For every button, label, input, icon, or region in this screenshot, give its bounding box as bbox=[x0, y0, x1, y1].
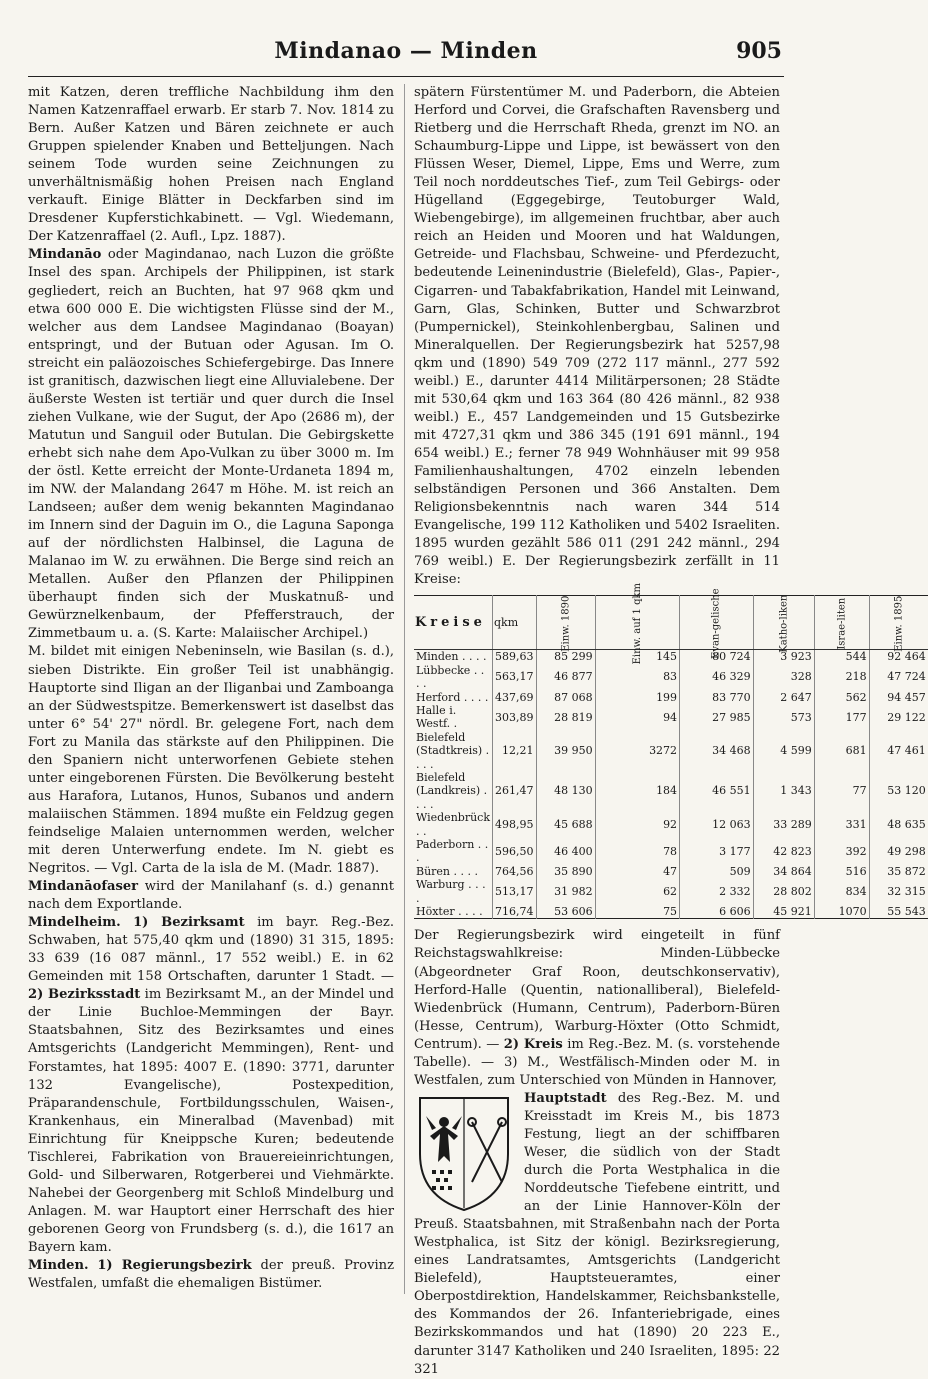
table-cell: 513,17 bbox=[493, 878, 537, 905]
table-cell: 48 130 bbox=[536, 771, 595, 811]
entry-kreis-text: im Reg.-Bez. M. (s. vorstehende Tabelle). — 3) M., Westfälisch-Minden oder M. in Westfalen, zum Unterschied von Münden in Hannover, bbox=[414, 1036, 780, 1088]
table-cell: 2 332 bbox=[680, 878, 754, 905]
table-row bbox=[414, 878, 928, 905]
table-cell: 27 985 bbox=[680, 704, 754, 731]
table-header-label: Einw. auf 1 qkm bbox=[631, 582, 643, 665]
running-title: Mindanao — Minden bbox=[274, 38, 538, 64]
table-cell: 47 724 bbox=[869, 664, 928, 691]
table-cell-kreis-name: Wiedenbrück . . bbox=[416, 811, 490, 838]
entry-mindelheim-stadt: im Bezirksamt M., an der Mindel und der Linie Buchloe-Memmingen der Bayr. Staatsbahnen, Sitz des Bezirksamtes und eines Amtsgerichts (Landgericht Memmingen), Rent- und Forstamtes, hat 1895: 4007 E. (1890: 3771, darunter 132 Evangelische), Postexpedition, Präparandenschule, Fortbildungsschulen, Waisen-, Krankenhaus, ein Mineralbad (Mavenbad) mit Einrichtung für Kneippsche Kuren; bedeutende Tischlerei, Fabrikation von Brauereieinrichtungen, Gold- und Silberwaren, Rotgerberei und Viehmärkte. Nahebei der Georgenberg mit Schloß Mindelburg und Anlagen. M. war Hauptort einer Herrschaft des hier geborenen Georg von Frundsberg (s. d.), die 1617 an Bayern kam. bbox=[28, 987, 394, 1255]
table-header-kreise: Kreise bbox=[414, 596, 493, 650]
entry-hauptstadt-text: des Reg.-Bez. M. und Kreisstadt im Kreis M., bis 1873 Festung, liegt an der schiffbaren Weser, die südlich von der Stadt durch die Porta Westphalica in die Norddeutsche Tiefebene eintritt, und an der Linie Hannover-Köln der Preuß. Staatsbahnen, mit Straßenbahn nach der Porta Westphalica, ist Sitz der königl. Bezirksregierung, eines Landratsamtes, Amtsgerichts (Landgericht Bielefeld), Hauptsteueramtes, einer Oberpostdirektion, Handelskammer, Reichsbankstelle, des Kommandos der 26. Infanteriebrigade, eines Bezirkskommandos und hat (1890) 20 223 E., darunter 3147 Katholiken und 240 Israeliten, 1895: 22 321 bbox=[414, 1090, 780, 1377]
table-cell: 49 298 bbox=[869, 838, 928, 865]
table-cell: 47 461 bbox=[869, 731, 928, 771]
table-cell: 303,89 bbox=[493, 704, 537, 731]
table-cell: 3 923 bbox=[753, 650, 814, 664]
headword-mindelheim: Mindelheim. bbox=[28, 915, 121, 931]
table-cell-kreis-name: Paderborn . . . bbox=[416, 838, 489, 865]
table-cell: 498,95 bbox=[493, 811, 537, 838]
table-cell: 92 bbox=[595, 811, 679, 838]
table-cell: 75 bbox=[595, 905, 679, 919]
page-header bbox=[30, 38, 782, 72]
table-header-qkm bbox=[493, 596, 537, 650]
entry-mindanao bbox=[28, 246, 394, 643]
table-cell: 55 543 bbox=[869, 905, 928, 919]
table-cell: 1070 bbox=[814, 905, 869, 919]
table-cell-kreis-name: Bielefeld (Landkreis) . . . . bbox=[416, 770, 488, 811]
table-cell: 4 599 bbox=[753, 731, 814, 771]
table-cell: 35 872 bbox=[869, 865, 928, 878]
table-cell: 78 bbox=[595, 838, 679, 865]
entry-mindanaofaser bbox=[28, 878, 394, 914]
table-cell: 184 bbox=[595, 771, 679, 811]
table-cell: 6 606 bbox=[680, 905, 754, 919]
table-cell: 261,47 bbox=[493, 771, 537, 811]
table-cell-kreis-name: Herford . . . . bbox=[416, 690, 489, 704]
table-cell: 716,74 bbox=[493, 905, 537, 919]
headword-mindanaofaser: Mindanāofaser bbox=[28, 879, 139, 895]
table-header-label: qkm bbox=[494, 616, 519, 630]
table-cell: 218 bbox=[814, 664, 869, 691]
table-row bbox=[414, 691, 928, 704]
table-cell-kreis-name: Minden . . . . bbox=[416, 650, 487, 664]
table-cell: 34 864 bbox=[753, 865, 814, 878]
table-cell: 331 bbox=[814, 811, 869, 838]
entry-mindelheim-bezirksamt: im bayr. Reg.-Bez. Schwaben, hat 575,40 qkm und (1890) 31 315, 1895: 33 639 (16 087 männl., 17 552 weibl.) E. in 62 Gemeinden mit 158 Ortschaften, darunter 1 Stadt. — bbox=[28, 915, 394, 985]
table-cell: 12,21 bbox=[493, 731, 537, 771]
table-header-einw-1895 bbox=[869, 596, 928, 650]
table-header-label: Einw. 1895 bbox=[892, 595, 904, 652]
table-header-katholiken bbox=[753, 594, 814, 653]
table-cell: 94 bbox=[595, 704, 679, 731]
table-row bbox=[414, 704, 928, 731]
table-cell: 53 120 bbox=[869, 771, 928, 811]
table-header-israeliten bbox=[814, 596, 869, 650]
table-cell: 544 bbox=[814, 650, 869, 664]
table-cell: 53 606 bbox=[536, 905, 595, 919]
header-rule bbox=[28, 76, 784, 77]
table-row bbox=[414, 731, 928, 771]
table-row bbox=[414, 811, 928, 838]
subhead-bezirksamt: 1) Bezirksamt bbox=[133, 915, 245, 931]
table-cell: 46 877 bbox=[536, 664, 595, 691]
hauptstadt-section bbox=[414, 1090, 780, 1379]
table-row bbox=[414, 905, 928, 919]
entry-minden-text: der preuß. Provinz Westfalen, umfaßt die ehemaligen Bistümer. bbox=[28, 1258, 394, 1292]
subhead-regierungsbezirk: 1) Regierungsbezirk bbox=[97, 1258, 252, 1274]
table-cell: 596,50 bbox=[493, 838, 537, 865]
table-header-row bbox=[414, 596, 928, 650]
entry-minden-wahlkreise bbox=[414, 927, 780, 1089]
table-cell: 77 bbox=[814, 771, 869, 811]
table-cell: 563,17 bbox=[493, 664, 537, 691]
subhead-kreis: 2) Kreis bbox=[503, 1036, 563, 1052]
table-cell: 62 bbox=[595, 878, 679, 905]
table-cell: 80 724 bbox=[680, 650, 754, 664]
table-cell: 39 950 bbox=[536, 731, 595, 771]
table-cell: 46 551 bbox=[680, 771, 754, 811]
table-cell: 29 122 bbox=[869, 704, 928, 731]
table-cell: 562 bbox=[814, 691, 869, 704]
table-row bbox=[414, 838, 928, 865]
table-cell: 83 770 bbox=[680, 691, 754, 704]
entry-mindanao-districts: M. bildet mit einigen Nebeninseln, wie Basilan (s. d.), sieben Distrikte. Ein großer Teil ist unabhängig. Hauptorte sind Iligan an der Iliganbai und Zamboanga an der Südwestspitze. Bemerkenswert ist daselbst das unter 6° 54' 27" nördl. Br. gelegene Fort, nach dem Fort zu Manila das stärkste auf den Philippinen. Die den Spaniern nicht unterworfenen Gebiete stehen unter eingeborenen Fürsten. Die Bevölkerung besteht aus Harafora, Lutanos, Hunos, Subanos und andern malaiischen Stämmen. 1894 mußte ein Feldzug gegen feindselige Malaien unternommen werden, welcher mit deren Unterwerfung endete. Im N. giebt es Negritos. — Vgl. Carta de la isla de M. (Madr. 1887). bbox=[28, 644, 394, 877]
entry-mindanaofaser-text: wird der Manilahanf (s. d.) genannt nach dem Exportlande. bbox=[28, 879, 394, 913]
table-cell: 328 bbox=[753, 664, 814, 691]
table-cell: 35 890 bbox=[536, 865, 595, 878]
table-cell-kreis-name: Höxter . . . . bbox=[416, 905, 483, 919]
entry-wahlkreise-text: Der Regierungsbezirk wird eingeteilt in fünf Reichstagswahlkreise: Minden-Lübbecke (Abgeordneter Graf Roon, deutschkonservativ), Herford-Halle (Quentin, nationalliberal), Bielefeld-Wiedenbrück (Humann, Centrum), Paderborn-Büren (Hesse, Centrum), Warburg-Höxter (Otto Schmidt, Centrum). — bbox=[414, 928, 780, 1052]
table-cell-kreis-name: Bielefeld (Stadtkreis) . . . . bbox=[416, 730, 490, 771]
table-cell: 94 457 bbox=[869, 691, 928, 704]
table-cell: 31 982 bbox=[536, 878, 595, 905]
table-cell: 834 bbox=[814, 878, 869, 905]
table-cell: 32 315 bbox=[869, 878, 928, 905]
minden-coat-of-arms-icon bbox=[414, 1092, 514, 1214]
table-cell: 42 823 bbox=[753, 838, 814, 865]
subhead-hauptstadt: Hauptstadt bbox=[524, 1090, 607, 1106]
table-cell: 145 bbox=[595, 650, 679, 664]
table-cell: 28 802 bbox=[753, 878, 814, 905]
table-cell: 92 464 bbox=[869, 650, 928, 664]
table-body bbox=[414, 650, 928, 919]
table-cell: 48 635 bbox=[869, 811, 928, 838]
headword-mindanao: Mindanāo bbox=[28, 247, 102, 263]
table-cell: 34 468 bbox=[680, 731, 754, 771]
table-cell: 33 289 bbox=[753, 811, 814, 838]
table-row bbox=[414, 664, 928, 691]
table-cell: 516 bbox=[814, 865, 869, 878]
column-divider bbox=[404, 84, 405, 1294]
table-header-label: Einw. 1890 bbox=[559, 595, 571, 652]
table-cell: 764,56 bbox=[493, 865, 537, 878]
table-cell: 681 bbox=[814, 731, 869, 771]
table-cell: 199 bbox=[595, 691, 679, 704]
table-cell: 392 bbox=[814, 838, 869, 865]
table-cell-kreis-name: Warburg . . . . bbox=[416, 878, 486, 905]
left-column bbox=[28, 84, 394, 1293]
table-cell-kreis-name: Halle i. Westf. . bbox=[416, 703, 458, 731]
entry-minden bbox=[28, 1257, 394, 1293]
table-cell: 85 299 bbox=[536, 650, 595, 664]
table-cell: 45 921 bbox=[753, 905, 814, 919]
table-row bbox=[414, 650, 928, 664]
table-cell: 2 647 bbox=[753, 691, 814, 704]
table-cell: 573 bbox=[753, 704, 814, 731]
table-cell: 45 688 bbox=[536, 811, 595, 838]
page-number: 905 bbox=[736, 38, 782, 64]
table-cell-kreis-name: Büren . . . . bbox=[416, 864, 478, 878]
headword-minden: Minden. bbox=[28, 1258, 89, 1274]
table-cell: 46 329 bbox=[680, 664, 754, 691]
kreise-table bbox=[414, 582, 928, 919]
entry-mindelheim bbox=[28, 914, 394, 1257]
table-cell: 83 bbox=[595, 664, 679, 691]
table-cell: 1 343 bbox=[753, 771, 814, 811]
table-cell: 509 bbox=[680, 865, 754, 878]
table-row bbox=[414, 865, 928, 878]
table-row bbox=[414, 771, 928, 811]
table-cell: 28 819 bbox=[536, 704, 595, 731]
entry-katzenraffael-continued: mit Katzen, deren treffliche Nachbildung ihm den Namen Katzenraffael erwarb. Er starb 7. Nov. 1814 zu Bern. Außer Katzen und Bären zeichnete er auch Gruppen spielender Knaben und Betteljungen. Nach seinem Tode wurden seine Zeichnungen zu unverhältnismäßig hohen Preisen nach England verkauft. Einige Blätter in Deckfarben sind im Dresdener Kupferstichkabinett. — Vgl. Wiedemann, Der Katzenraffael (2. Aufl., Lpz. 1887). bbox=[28, 85, 394, 245]
table-cell: 87 068 bbox=[536, 691, 595, 704]
entry-mindanao-text: oder Magindanao, nach Luzon die größte Insel des span. Archipels der Philippinen, ist stark gegliedert, reich an Buchten, hat 97 968 qkm und etwa 600 000 E. Die wichtigsten Flüsse sind der M., welcher aus dem Landsee Magindanao (Boayan) entspringt, und der Butuan oder Agusan. Im O. streicht ein paläozoisches Schiefergebirge. Das Innere ist granitisch, dazwischen liegt eine Alluvialebene. Der äußerste Westen ist tertiär und quer durch die Insel ziehen Vulkane, wie der Sugut, der Apo (2686 m), der Matutun und Sanguil oder Butulan. Die Gebirgskette erhebt sich nahe dem Apo-Vulkan zu über 3000 m. Im der östl. Kette erreicht der Monte-Urdaneta 1894 m, im NW. der Malandang 2647 m Höhe. M. ist reich an Landseen; außer dem wenig bekannten Magindanao im Innern sind der Daguin im O., die Laguna Saponga auf der nördlichsten Halbinsel, die Laguna de Malanao im W. zu erwähnen. Die Berge sind reich an Metallen. Außer den Pflanzen der Philippinen überhaupt finden sich der Muskatnuß- und Gewürznelkenbaum, der Pfefferstrauch, der Zimmetbaum u. a. (S. Karte: Malaiischer Archipel.) bbox=[28, 247, 394, 642]
entry-minden-regbez-continued: spätern Fürstentümer M. und Paderborn, die Abteien Herford und Corvei, die Grafschaften Ravensberg und Rietberg und die Herrschaft Rheda, grenzt im NO. an Schaumburg-Lippe und Lippe, ist bewässert von den Flüssen Weser, Diemel, Lippe, Ems und Werre, zum Teil noch norddeutsches Tief-, zum Teil Gebirgs- oder Hügelland (Eggegebirge, Teutoburger Wald, Wiebengebirge), im allgemeinen fruchtbar, aber auch reich an Heiden und Mooren und hat Waldungen, Getreide- und Flachsbau, Schweine- und Pferdezucht, bedeutende Leinenindustrie (Bielefeld), Glas-, Papier-, Cigarren- und Tabakfabrikation, Handel mit Leinwand, Garn, Glas, Schinken, Butter und Schwarzbrot (Pumpernickel), Steinkohlenbergbau, Salinen und Mineralquellen. Der Regierungsbezirk hat 5257,98 qkm und (1890) 549 709 (272 117 männl., 277 592 weibl.) E., darunter 4414 Militärpersonen; 28 Städte mit 530,64 qkm und 163 364 (80 426 männl., 82 938 weibl.) E., 457 Landgemeinden und 15 Gutsbezirke mit 4727,31 qkm und 386 345 (191 691 männl., 194 654 weibl.) E.; ferner 78 949 Wohnhäuser mit 99 958 Familienhaushaltungen, 4702 einzeln lebenden selbständigen Personen und 366 Anstalten. Dem Religionsbekenntnis nach waren 344 514 Evangelische, 199 112 Katholiken und 5402 Israeliten. 1895 wurden gezählt 586 011 (291 242 männl., 294 769 weibl.) E. Der Regierungsbezirk zerfällt in 11 Kreise: bbox=[414, 85, 780, 588]
table-cell-kreis-name: Lübbecke . . . . bbox=[416, 663, 485, 691]
table-header-label: Evan-gelische bbox=[710, 588, 722, 659]
subhead-bezirksstadt: 2) Bezirksstadt bbox=[28, 987, 141, 1003]
right-column bbox=[414, 84, 926, 1379]
table-cell: 3 177 bbox=[680, 838, 754, 865]
table-header-einw-1890 bbox=[536, 596, 595, 650]
table-cell: 12 063 bbox=[680, 811, 754, 838]
table-cell: 46 400 bbox=[536, 838, 595, 865]
table-cell: 177 bbox=[814, 704, 869, 731]
table-cell: 437,69 bbox=[493, 691, 537, 704]
table-cell: 47 bbox=[595, 865, 679, 878]
table-cell: 589,63 bbox=[493, 650, 537, 664]
table-header-label: Katho-liken bbox=[777, 594, 789, 653]
table-cell: 3272 bbox=[595, 731, 679, 771]
table-header-label: Israe-liten bbox=[835, 597, 847, 650]
